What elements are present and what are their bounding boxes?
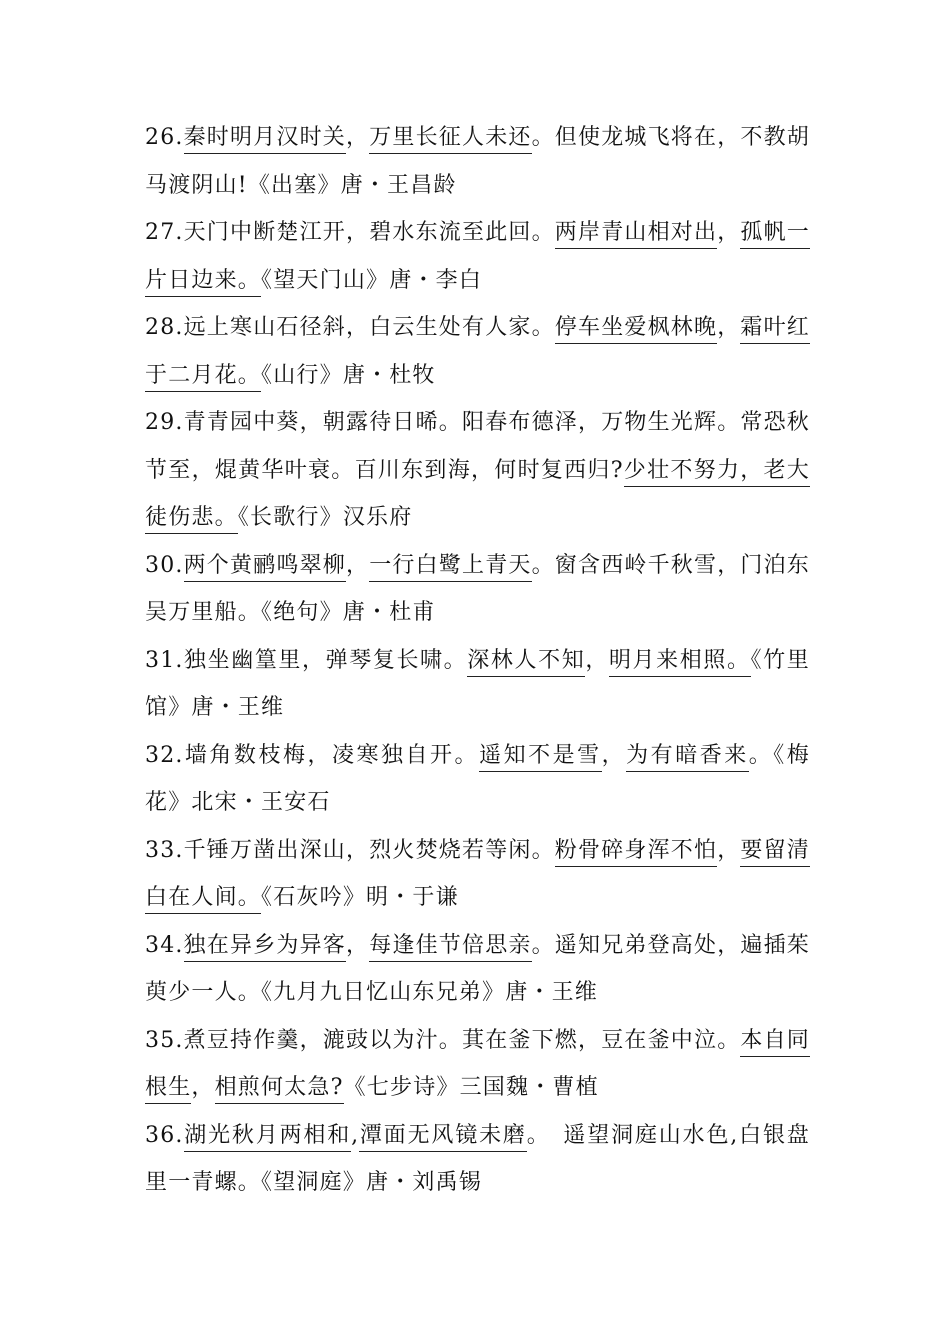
- poem-item: [145, 1112, 810, 1207]
- underlined-verse: 少壮不努力，老大徒伤悲。: [145, 458, 810, 535]
- verse-text: 33.千锤万凿出深山，烈火焚烧若等闲。: [145, 837, 555, 863]
- poem-item: [145, 542, 810, 637]
- verse-text: 34.: [145, 932, 184, 958]
- underlined-verse: 每逢佳节倍思亲: [369, 933, 531, 962]
- poem-item: [145, 637, 810, 732]
- underlined-verse: 明月来相照。: [609, 648, 751, 677]
- underlined-verse: 两个黄鹂鸣翠柳: [184, 553, 346, 582]
- verse-text: 。 遥望洞庭山水色,白银盘里一青螺。《望洞庭》唐・刘禹锡: [145, 1122, 810, 1195]
- verse-text: ，: [585, 647, 609, 673]
- underlined-verse: 潭面无风镜未磨: [359, 1123, 526, 1152]
- underlined-verse: 为有暗香来: [626, 743, 749, 772]
- verse-text: 35.煮豆持作羹，漉豉以为汁。萁在釜下燃，豆在釜中泣。: [145, 1027, 741, 1053]
- verse-text: ，: [191, 1075, 215, 1100]
- underlined-verse: 独在异乡为异客: [184, 933, 346, 962]
- verse-text: 30.: [145, 552, 184, 578]
- verse-text: 36.: [145, 1122, 184, 1148]
- underlined-verse: 粉骨碎身浑不怕: [555, 838, 717, 867]
- underlined-verse: 霜叶红于二月花。: [145, 315, 810, 392]
- poem-item: [145, 304, 810, 399]
- verse-text: ，: [346, 552, 370, 578]
- poem-item: [145, 209, 810, 304]
- verse-text: 28.远上寒山石径斜，白云生处有人家。: [145, 315, 555, 340]
- verse-text: 。但使龙城飞将在，不教胡马渡阴山!《出塞》唐・王昌龄: [145, 125, 811, 198]
- verse-text: ，: [717, 220, 741, 245]
- underlined-verse: 两岸青山相对出: [555, 220, 717, 249]
- poem-item: [145, 732, 810, 827]
- verse-text: 《七步诗》三国魏・曹植: [343, 1075, 599, 1100]
- underlined-verse: 遥知不是雪: [479, 743, 602, 772]
- verse-text: 。遥知兄弟登高处，遍插茱萸少一人。《九月九日忆山东兄弟》唐・王维: [145, 932, 811, 1005]
- verse-text: 。窗含西岭千秋雪，门泊东吴万里船。《绝句》唐・杜甫: [145, 552, 811, 625]
- underlined-verse: 本自同根生: [145, 1028, 810, 1105]
- verse-text: 《长歌行》汉乐府: [237, 505, 413, 530]
- poem-item: [145, 399, 810, 542]
- underlined-verse: 湖光秋月两相和: [184, 1123, 351, 1152]
- verse-text: 27.天门中断楚江开，碧水东流至此回。: [145, 220, 555, 245]
- verse-text: 《石灰吟》明・于谦: [261, 885, 459, 910]
- verse-text: 《望天门山》唐・李白: [261, 267, 483, 293]
- poem-item: [145, 114, 810, 209]
- poem-item: [145, 1017, 810, 1112]
- verse-text: ，: [346, 932, 370, 958]
- underlined-verse: 万里长征人未还: [369, 125, 531, 154]
- verse-text: 。《梅花》北宋・王安石: [145, 742, 810, 815]
- underlined-verse: 相煎何太急?: [215, 1075, 344, 1104]
- verse-text: ，: [717, 315, 741, 340]
- verse-text: ，: [346, 125, 370, 150]
- underlined-verse: 深林人不知: [467, 648, 585, 677]
- verse-text: 《山行》唐・杜牧: [261, 362, 436, 388]
- underlined-verse: 秦时明月汉时关: [184, 125, 346, 154]
- verse-text: 26.: [145, 125, 184, 150]
- underlined-verse: 一行白鹭上青天: [369, 553, 531, 582]
- verse-text: ,: [351, 1122, 360, 1148]
- verse-text: ，: [601, 742, 627, 768]
- verse-text: 31.独坐幽篁里，弹琴复长啸。: [145, 647, 468, 673]
- poem-list: [145, 114, 810, 1207]
- poem-item: [145, 922, 810, 1017]
- verse-text: ，: [717, 837, 741, 863]
- underlined-verse: 停车坐爱枫林晚: [555, 315, 717, 344]
- verse-text: 《竹里馆》唐・王维: [145, 647, 810, 720]
- underlined-verse: 孤帆一片日边来。: [145, 220, 810, 297]
- poem-item: [145, 827, 810, 922]
- underlined-verse: 要留清白在人间。: [145, 838, 810, 915]
- verse-text: 32.墙角数枝梅，凌寒独自开。: [145, 742, 480, 768]
- verse-text: 29.青青园中葵，朝露待日晞。阳春布德泽，万物生光辉。常恐秋节至，焜黄华叶衰。百川东到海，何时复西归?: [145, 410, 810, 483]
